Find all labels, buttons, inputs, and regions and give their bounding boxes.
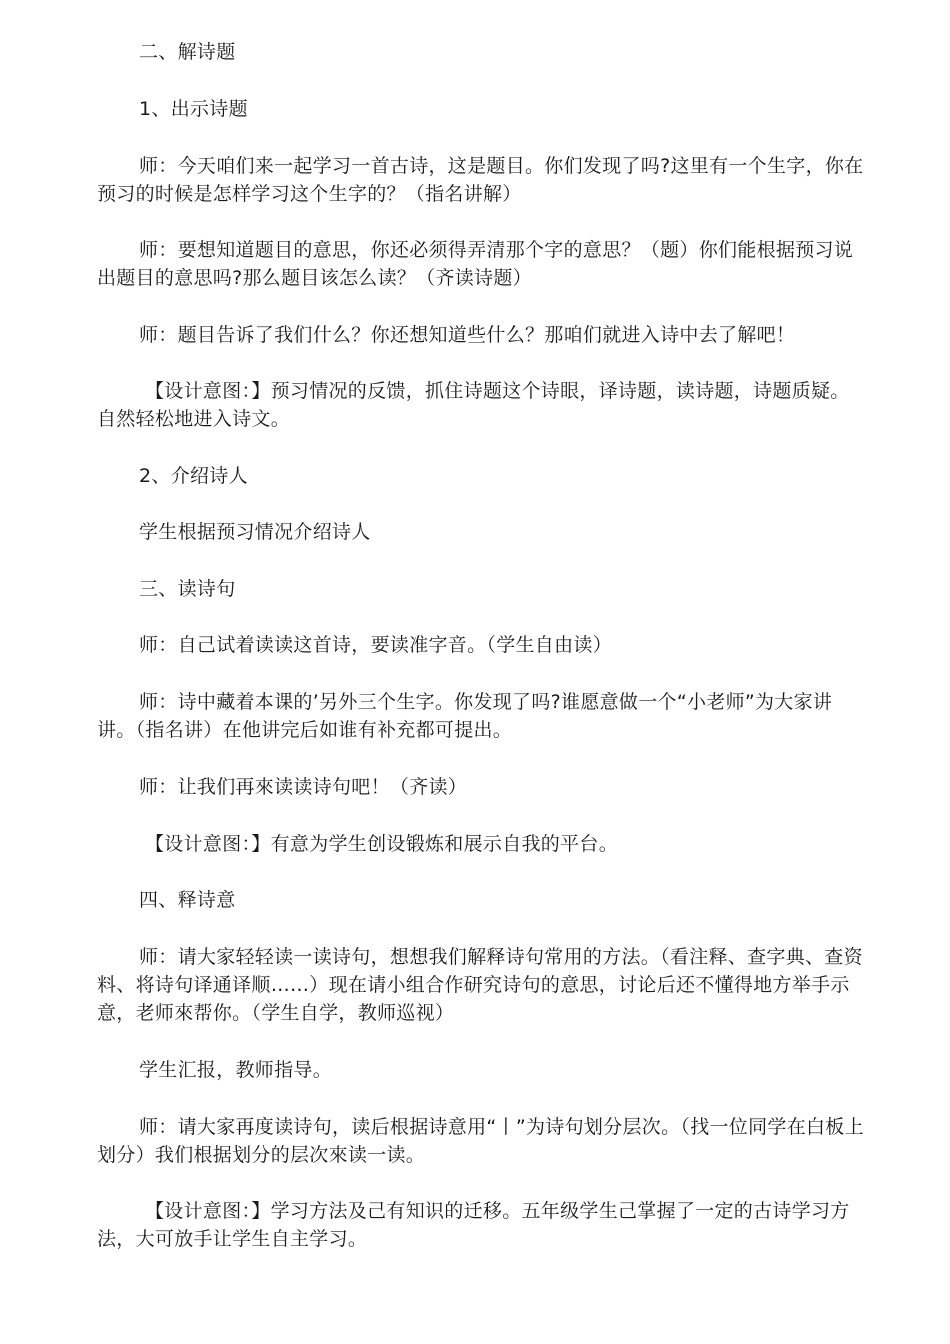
paragraph-title-question: 师：题目告诉了我们什么？你还想知道些什么？那咱们就进入诗中去了解吧！: [139, 324, 796, 346]
paragraph-new-characters: 师：诗中藏着本课的’另外三个生字。你发现了吗?谁愿意做一个“小老师”为大家讲讲。（指名讲）在他讲完后如谁有补充都可提出。: [97, 691, 833, 741]
design-intent-1: 【设计意图：】预习情况的反馈，抓住诗题这个诗眼，译诗题，读诗题，诗题质疑。自然轻松地进入诗文。: [97, 380, 850, 430]
subheading-show-title: 1、出示诗题: [139, 98, 248, 120]
subheading-introduce-poet: 2、介绍诗人: [139, 465, 248, 487]
section-heading-2: 二、解诗题: [139, 41, 236, 63]
design-intent-3: 【设计意图：】学习方法及己有知识的迁移。五年级学生己掌握了一定的古诗学习方法，大可放手让学生自主学习。: [97, 1200, 850, 1250]
paragraph-title-meaning: 师：要想知道题目的意思，你还必须得弄清那个字的意思？（题）你们能根据预习说出题目的意思吗?那么题目该怎么读？（齐读诗题）: [97, 239, 854, 289]
paragraph-divide-layers: 师：请大家再度读诗句，读后根据诗意用“丨”为诗句划分层次。（找一位同学在白板上划分）我们根据划分的层次來读一读。: [97, 1116, 864, 1166]
paragraph-read-again: 师：让我们再來读读诗句吧！（齐读）: [139, 776, 468, 798]
design-intent-2: 【设计意图：】有意为学生创设锻炼和展示自我的平台。: [145, 833, 619, 855]
paragraph-self-read: 师：自己试着读读这首诗，要读准字音。（学生自由读）: [139, 634, 613, 656]
section-heading-3: 三、读诗句: [139, 578, 236, 600]
section-heading-4: 四、释诗意: [139, 889, 236, 911]
paragraph-student-report: 学生汇报，教师指导。: [139, 1059, 333, 1081]
paragraph-teacher-intro: 师：今天咱们来一起学习一首古诗，这是题目。你们发现了吗?这里有一个生字，你在预习的时候是怎样学习这个生字的？（指名讲解）: [97, 155, 864, 205]
paragraph-poet-intro: 学生根据预习情况介绍诗人: [139, 521, 371, 543]
paragraph-explain-methods: 师：请大家轻轻读一读诗句，想想我们解释诗句常用的方法。（看注释、查字典、查资料、将诗句译通译顺……）现在请小组合作研究诗句的意思，讨论后还不懂得地方举手示意，老师來帮你。（学生自学，教师巡视）: [97, 946, 863, 1024]
